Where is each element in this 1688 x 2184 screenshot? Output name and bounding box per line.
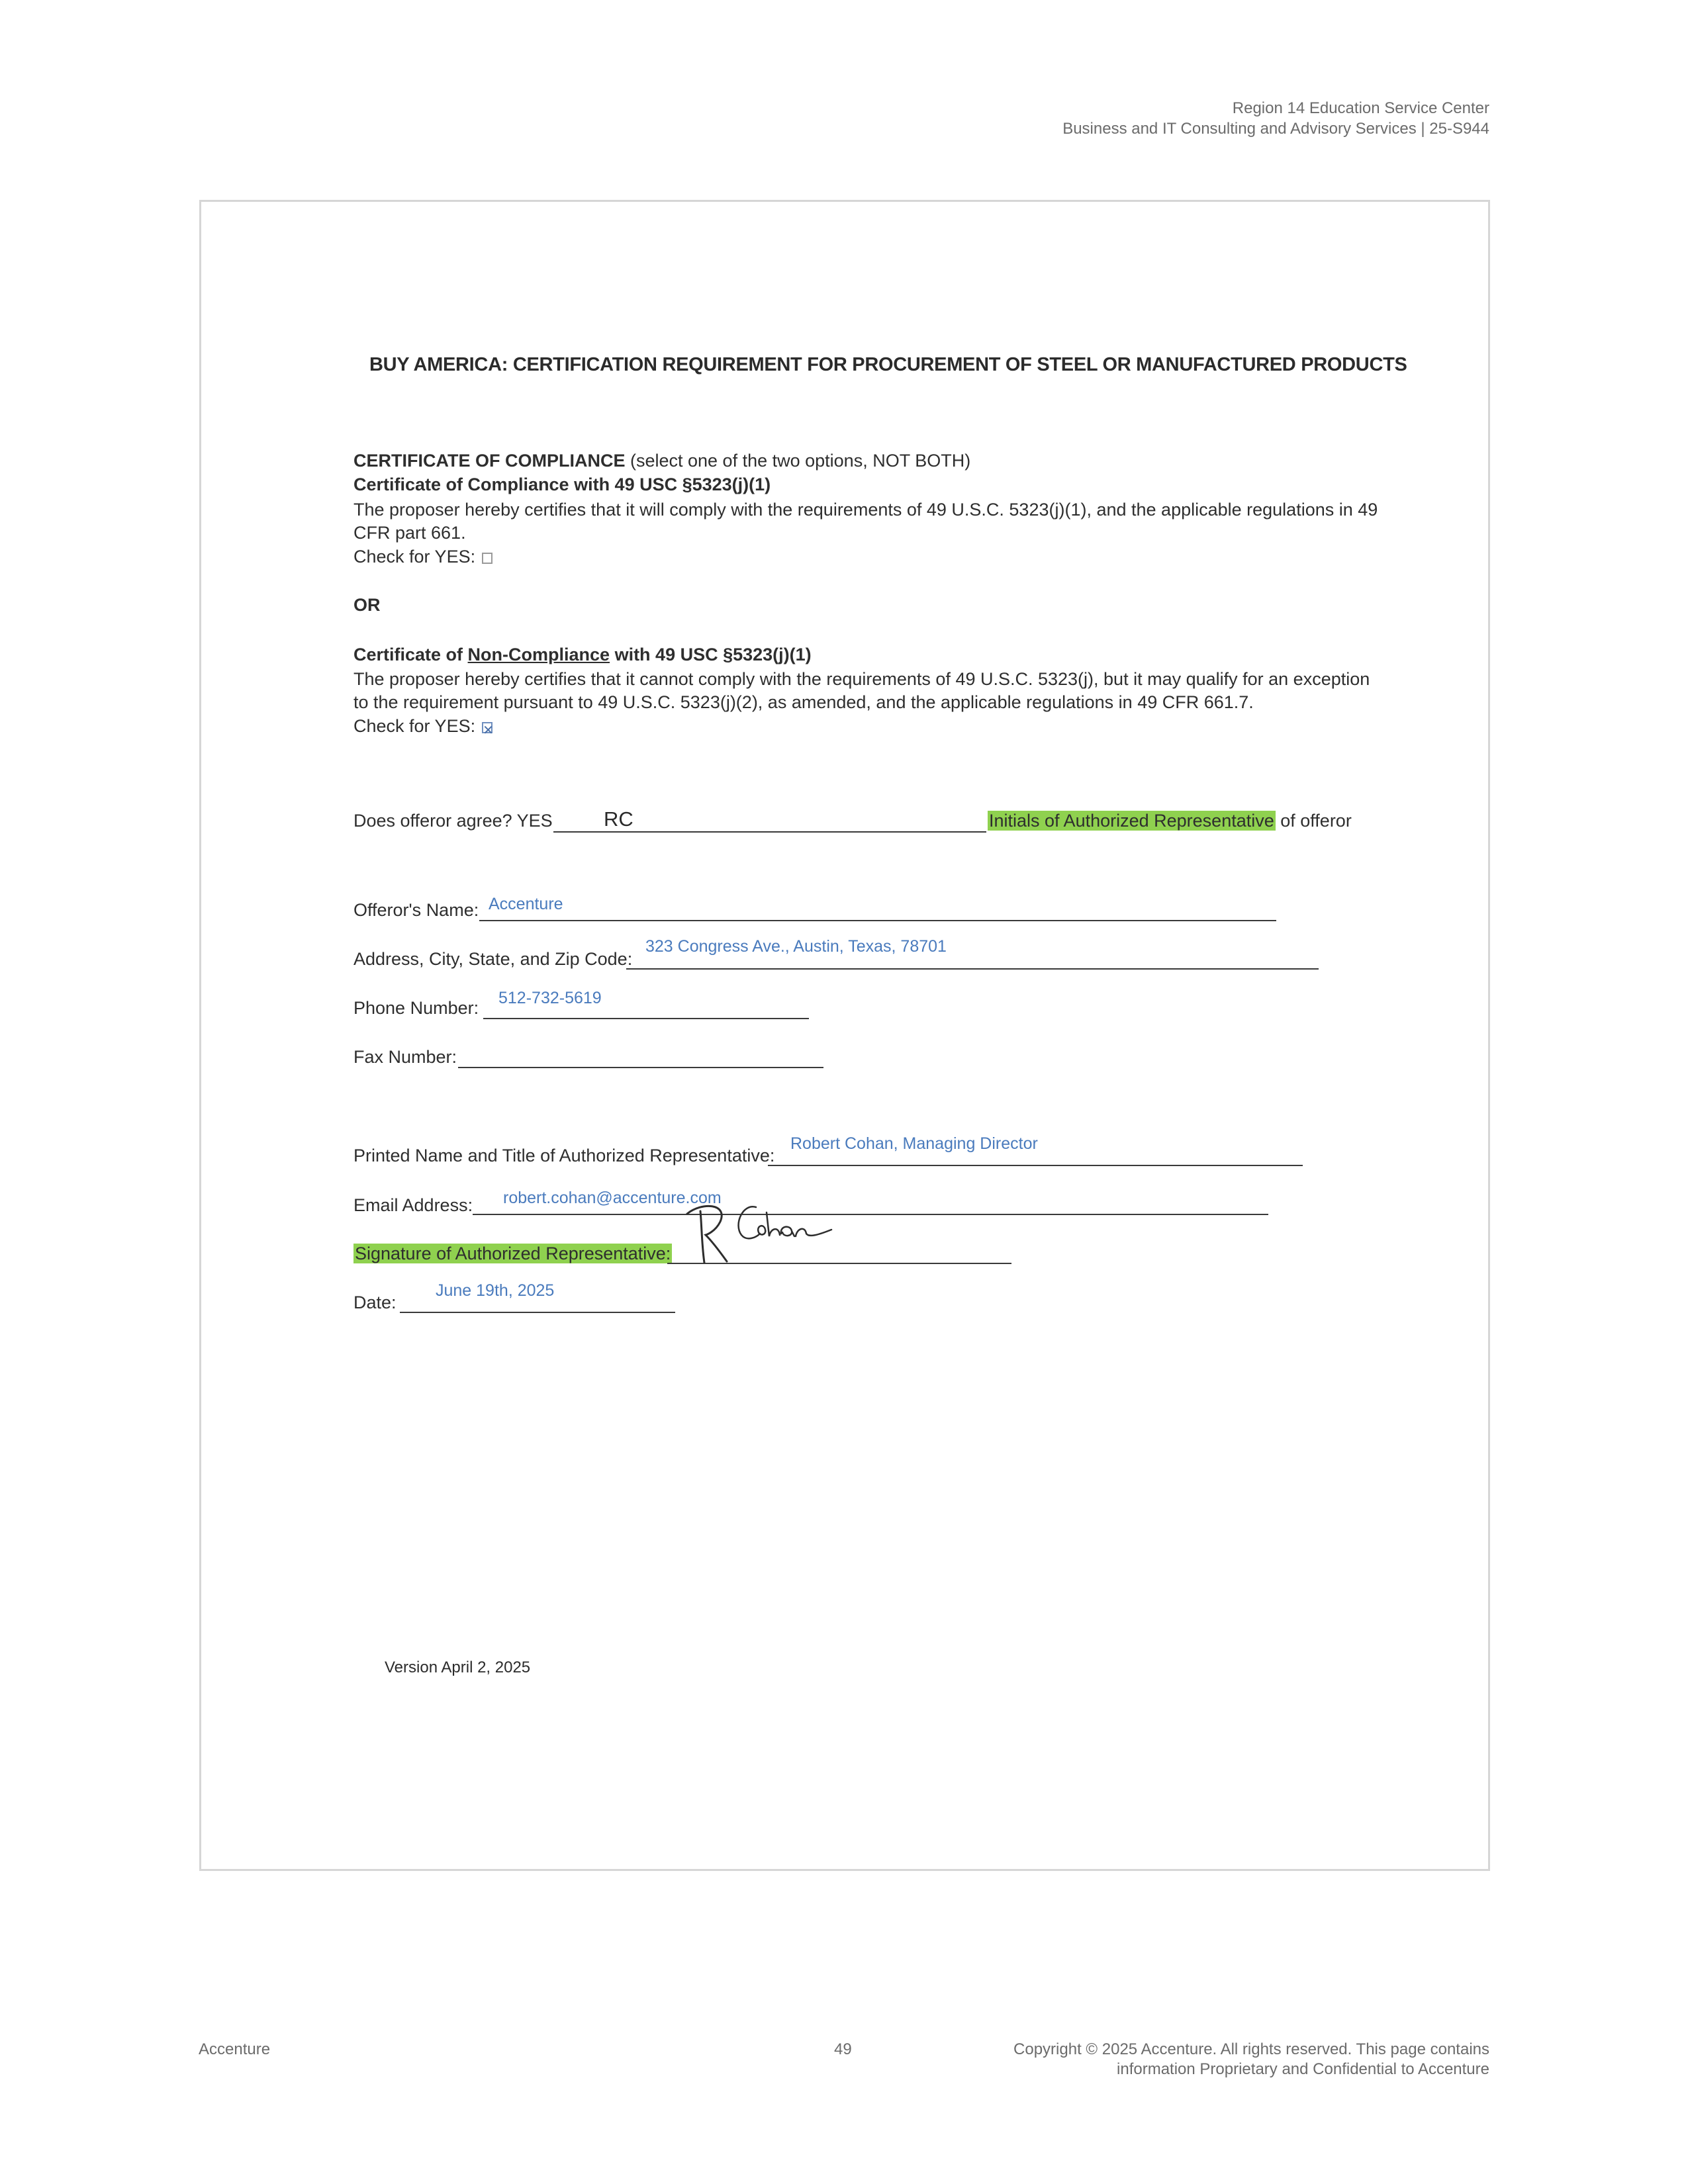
- page-number: 49: [834, 2040, 852, 2058]
- fax-line: [458, 1067, 823, 1068]
- option2-text-line2: to the requirement pursuant to 49 U.S.C. 5323(j)(2), as amended, and the applicable regulations in 49 CFR 661.7.: [353, 692, 1254, 712]
- date-line: [400, 1312, 675, 1313]
- signature-image[interactable]: [682, 1198, 841, 1271]
- option1-text-line1: The proposer hereby certifies that it will comply with the requirements of 49 U.S.C. 5323(j)(1), and the applicable regulations in 49: [353, 500, 1378, 520]
- date-label: Date:: [353, 1293, 397, 1312]
- compliance-heading: CERTIFICATE OF COMPLIANCE: [353, 451, 626, 471]
- footer-copyright-line2: information Proprietary and Confidential to Accenture: [1117, 2060, 1489, 2078]
- option2-heading-suffix: with 49 USC §5323(j)(1): [610, 645, 812, 664]
- printed-name-label: Printed Name and Title of Authorized Representative:: [353, 1146, 775, 1165]
- compliance-note: (select one of the two options, NOT BOTH): [625, 451, 971, 471]
- option1-text-line2: CFR part 661.: [353, 523, 466, 543]
- header-project: Business and IT Consulting and Advisory Services | 25-S944: [1062, 120, 1489, 138]
- form-version: Version April 2, 2025: [385, 1659, 531, 1676]
- option2-check-label: Check for YES:: [353, 716, 476, 736]
- or-label: OR: [353, 595, 381, 615]
- option1-check-row: [353, 545, 492, 569]
- initials-line: [553, 831, 986, 833]
- fax-label: Fax Number:: [353, 1047, 457, 1067]
- email-value[interactable]: robert.cohan@accenture.com: [503, 1189, 722, 1207]
- phone-line: [483, 1018, 809, 1019]
- offeror-name-label: Offeror's Name:: [353, 900, 479, 920]
- option2-heading: [353, 643, 812, 666]
- footer-copyright-line1: Copyright © 2025 Accenture. All rights reserved. This page contains: [1013, 2040, 1489, 2058]
- initials-caption: [988, 809, 1352, 833]
- page-header: [1062, 98, 1489, 139]
- phone-value[interactable]: 512-732-5619: [498, 989, 602, 1007]
- option1-heading: Certificate of Compliance with 49 USC §5323(j)(1): [353, 475, 771, 494]
- header-organization: Region 14 Education Service Center: [1232, 99, 1489, 117]
- initials-value[interactable]: RC: [604, 807, 633, 831]
- address-value[interactable]: 323 Congress Ave., Austin, Texas, 78701: [645, 937, 947, 956]
- signature-label: Signature of Authorized Representative:: [355, 1244, 671, 1263]
- option1-checkbox[interactable]: [482, 553, 492, 564]
- signature-label-row: [353, 1242, 672, 1265]
- compliance-heading-line: [353, 449, 970, 473]
- initials-suffix: of offeror: [1275, 811, 1352, 831]
- option2-heading-prefix: Certificate of: [353, 645, 468, 664]
- option1-check-label: Check for YES:: [353, 547, 476, 567]
- address-line: [626, 968, 1319, 970]
- agree-label: Does offeror agree? YES: [353, 811, 553, 831]
- phone-label: Phone Number:: [353, 998, 479, 1018]
- printed-name-line: [768, 1165, 1303, 1166]
- footer-copyright: [1013, 2040, 1489, 2079]
- date-value[interactable]: June 19th, 2025: [436, 1281, 555, 1300]
- address-label: Address, City, State, and Zip Code:: [353, 949, 633, 969]
- offeror-name-line: [479, 920, 1276, 921]
- footer-company: Accenture: [199, 2040, 271, 2058]
- option2-check-row: [353, 714, 492, 738]
- option2-heading-underlined: Non-Compliance: [467, 645, 610, 664]
- initials-label: Initials of Authorized Representative: [989, 811, 1274, 831]
- email-line: [473, 1214, 1268, 1215]
- email-label: Email Address:: [353, 1195, 473, 1215]
- offeror-name-value[interactable]: Accenture: [489, 895, 563, 913]
- option2-checkbox[interactable]: [482, 722, 492, 733]
- printed-name-value[interactable]: Robert Cohan, Managing Director: [790, 1134, 1038, 1153]
- option2-text-line1: The proposer hereby certifies that it cannot comply with the requirements of 49 U.S.C. 5323(j), but it may qualify for an exception: [353, 669, 1370, 689]
- form-title: BUY AMERICA: CERTIFICATION REQUIREMENT FOR PROCUREMENT OF STEEL OR MANUFACTURED PRODUCTS: [369, 354, 1407, 375]
